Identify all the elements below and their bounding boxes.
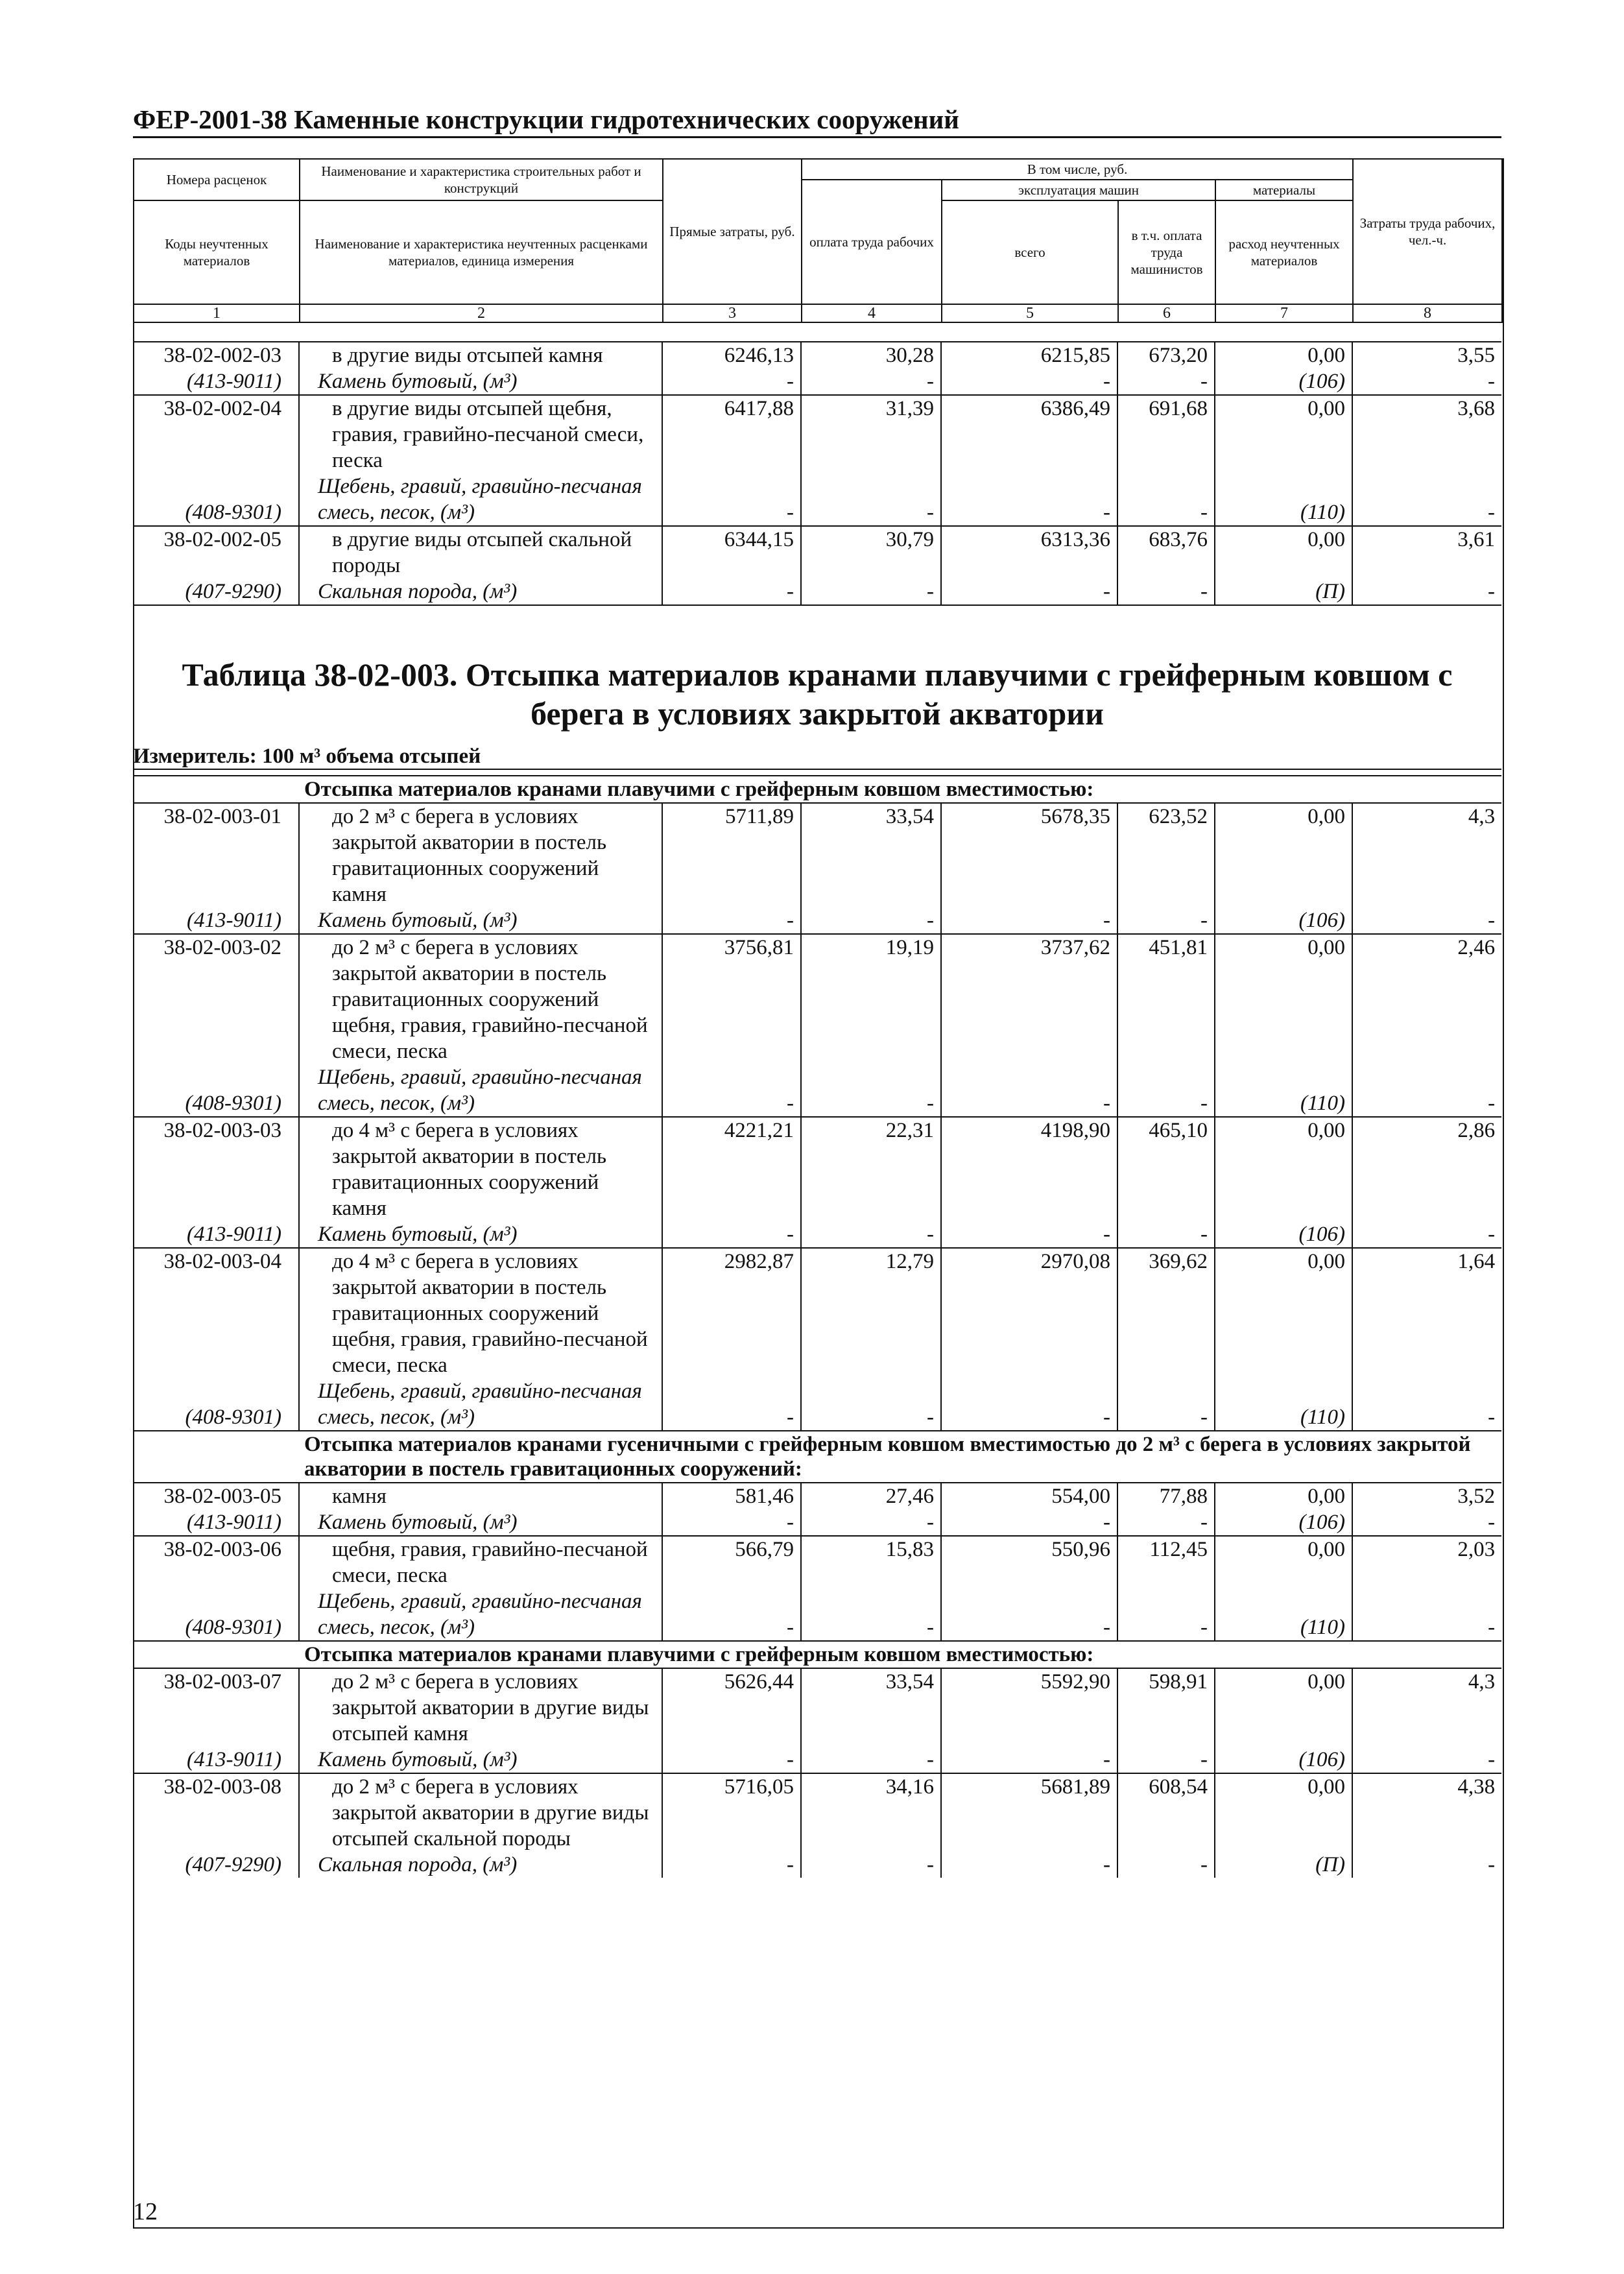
value-col3: 581,46	[662, 1483, 801, 1509]
material-code: (413-9011)	[186, 370, 281, 393]
head-col1-bottom: Коды неучтенных материалов	[134, 200, 300, 304]
value-col5: -	[941, 1509, 1117, 1536]
value-col8: -	[1352, 368, 1501, 395]
value-col3: 4221,21	[662, 1117, 801, 1221]
material-name: Скальная порода, (м³)	[299, 1852, 662, 1878]
material-code: (413-9011)	[186, 909, 281, 932]
value-col6: 451,81	[1117, 934, 1215, 1064]
value-col8: 3,52	[1352, 1483, 1501, 1509]
head-col2-top: Наименование и характеристика строительных работ и конструкций	[300, 159, 663, 200]
value-col7: (110)	[1215, 1588, 1352, 1641]
value-col5: -	[941, 1221, 1117, 1248]
head-col2-bottom: Наименование и характеристика неучтенных расценками материалов, единица измерения	[300, 200, 663, 304]
material-name: Щебень, гравий, гравийно-песчаная смесь, песок, (м³)	[299, 1588, 662, 1641]
rate-code: 38-02-003-03	[133, 1117, 299, 1221]
value-col6: 465,10	[1117, 1117, 1215, 1221]
head-col6: в т.ч. оплата труда машинистов	[1118, 200, 1215, 304]
material-name: Щебень, гравий, гравийно-песчаная смесь, песок, (м³)	[299, 473, 662, 526]
material-name: Щебень, гравий, гравийно-песчаная смесь, песок, (м³)	[299, 1064, 662, 1117]
value-col4: -	[801, 473, 941, 526]
value-col4: -	[801, 907, 941, 934]
value-col8: -	[1352, 1852, 1501, 1878]
work-name: до 2 м³ с берега в условиях закрытой акватории в другие виды отсыпей скальной породы	[299, 1773, 662, 1852]
value-col6: -	[1117, 473, 1215, 526]
page-header: ФЕР-2001-38 Каменные конструкции гидротехнических сооружений	[133, 104, 1501, 138]
value-col3: -	[662, 1509, 801, 1536]
value-col6: -	[1117, 1221, 1215, 1248]
value-col3: -	[662, 907, 801, 934]
rate-code: 38-02-003-08	[133, 1773, 299, 1852]
value-col4: 34,16	[801, 1773, 941, 1852]
value-col4: 15,83	[801, 1536, 941, 1588]
value-col8: -	[1352, 1588, 1501, 1641]
value-col5: -	[941, 907, 1117, 934]
head-num: 1	[134, 304, 300, 322]
value-col8: 2,86	[1352, 1117, 1501, 1221]
value-col7: 0,00	[1215, 1117, 1352, 1221]
value-col6: 112,45	[1117, 1536, 1215, 1588]
value-col4: 33,54	[801, 1668, 941, 1747]
rate-code: 38-02-003-06	[133, 1536, 299, 1588]
work-name: в другие виды отсыпей щебня, гравия, гравийно-песчаной смеси, песка	[299, 395, 662, 473]
value-col8: -	[1352, 1221, 1501, 1248]
head-incl: В том числе, руб.	[802, 159, 1353, 180]
head-col5: всего	[942, 200, 1118, 304]
value-col6: 623,52	[1117, 803, 1215, 907]
value-col5: -	[941, 579, 1117, 605]
material-name: Камень бутовый, (м³)	[299, 1747, 662, 1773]
value-col7: (106)	[1215, 1221, 1352, 1248]
value-col8: -	[1352, 473, 1501, 526]
value-col6: 598,91	[1117, 1668, 1215, 1747]
value-col7: 0,00	[1215, 934, 1352, 1064]
value-col4: -	[801, 1747, 941, 1773]
value-col8: -	[1352, 579, 1501, 605]
value-col7: (106)	[1215, 368, 1352, 395]
page-number: 12	[133, 2198, 158, 2225]
value-col7: 0,00	[1215, 1483, 1352, 1509]
value-col3: -	[662, 368, 801, 395]
value-col5: -	[941, 1747, 1117, 1773]
value-col3: -	[662, 1221, 801, 1248]
material-name: Камень бутовый, (м³)	[299, 907, 662, 934]
value-col3: -	[662, 1852, 801, 1878]
rate-code: 38-02-003-07	[133, 1668, 299, 1747]
value-col7: (П)	[1215, 1852, 1352, 1878]
value-col4: 19,19	[801, 934, 941, 1064]
rate-code: 38-02-002-05	[133, 526, 299, 579]
value-col3: 2982,87	[662, 1248, 801, 1378]
section-heading: Отсыпка материалов кранами плавучими с грейферным ковшом вместимостью:	[133, 776, 1501, 803]
value-col6: -	[1117, 579, 1215, 605]
value-col4: 27,46	[801, 1483, 941, 1509]
value-col8: -	[1352, 1509, 1501, 1536]
value-col4: -	[801, 1221, 941, 1248]
value-col6: 77,88	[1117, 1483, 1215, 1509]
value-col8: 1,64	[1352, 1248, 1501, 1378]
value-col8: 4,38	[1352, 1773, 1501, 1852]
value-col7: (110)	[1215, 1064, 1352, 1117]
work-name: до 2 м³ с берега в условиях закрытой акватории в другие виды отсыпей камня	[299, 1668, 662, 1747]
value-col7: (106)	[1215, 907, 1352, 934]
value-col6: 683,76	[1117, 526, 1215, 579]
head-num: 3	[663, 304, 802, 322]
value-col5: 6313,36	[941, 526, 1117, 579]
work-name: до 2 м³ с берега в условиях закрытой акватории в постель гравитационных сооружений щебня, гравия, гравийно-песчаной смеси, песка	[299, 934, 662, 1064]
value-col5: -	[941, 1064, 1117, 1117]
rate-code: 38-02-003-02	[133, 934, 299, 1064]
head-num: 8	[1353, 304, 1502, 322]
material-name: Камень бутовый, (м³)	[299, 1221, 662, 1248]
value-col3: -	[662, 1588, 801, 1641]
work-name: камня	[299, 1483, 662, 1509]
value-col6: 369,62	[1117, 1248, 1215, 1378]
value-col6: -	[1117, 1064, 1215, 1117]
rates-table-b	[133, 775, 1501, 1878]
value-col5: 4198,90	[941, 1117, 1117, 1221]
work-name: в другие виды отсыпей скальной породы	[299, 526, 662, 579]
value-col6: 691,68	[1117, 395, 1215, 473]
value-col7: (110)	[1215, 473, 1352, 526]
value-col3: 5716,05	[662, 1773, 801, 1852]
table-header	[133, 158, 1503, 323]
value-col8: 2,46	[1352, 934, 1501, 1064]
value-col4: 12,79	[801, 1248, 941, 1378]
rates-table-a	[133, 341, 1501, 608]
value-col5: 6386,49	[941, 395, 1117, 473]
value-col5: 6215,85	[941, 342, 1117, 368]
value-col7: 0,00	[1215, 526, 1352, 579]
head-col4: оплата труда рабочих	[802, 180, 942, 304]
value-col3: -	[662, 473, 801, 526]
value-col5: -	[941, 473, 1117, 526]
value-col6: -	[1117, 1378, 1215, 1431]
material-code: (408-9301)	[185, 1092, 281, 1115]
head-num: 6	[1118, 304, 1215, 322]
value-col8: 2,03	[1352, 1536, 1501, 1588]
measure-unit: Измеритель: 100 м³ объема отсыпей	[133, 745, 1501, 770]
material-code: (408-9301)	[185, 501, 281, 524]
value-col3: 566,79	[662, 1536, 801, 1588]
material-name: Камень бутовый, (м³)	[299, 368, 662, 395]
value-col6: 673,20	[1117, 342, 1215, 368]
value-col4: 30,79	[801, 526, 941, 579]
value-col5: 3737,62	[941, 934, 1117, 1064]
section-heading: Отсыпка материалов кранами плавучими с грейферным ковшом вместимостью:	[133, 1641, 1501, 1668]
value-col3: -	[662, 1378, 801, 1431]
value-col7: 0,00	[1215, 1248, 1352, 1378]
value-col8: 3,61	[1352, 526, 1501, 579]
head-materials: материалы	[1215, 180, 1353, 200]
rate-code: 38-02-003-04	[133, 1248, 299, 1378]
value-col8: -	[1352, 907, 1501, 934]
value-col3: -	[662, 579, 801, 605]
value-col4: -	[801, 1588, 941, 1641]
value-col8: 3,55	[1352, 342, 1501, 368]
work-name: до 2 м³ с берега в условиях закрытой акватории в постель гравитационных сооружений камня	[299, 803, 662, 907]
value-col6: -	[1117, 1509, 1215, 1536]
material-code: (413-9011)	[186, 1748, 281, 1771]
value-col7: 0,00	[1215, 1536, 1352, 1588]
value-col4: 31,39	[801, 395, 941, 473]
material-code: (408-9301)	[185, 1616, 281, 1639]
value-col5: 2970,08	[941, 1248, 1117, 1378]
head-num: 2	[300, 304, 663, 322]
value-col7: (106)	[1215, 1747, 1352, 1773]
value-col8: -	[1352, 1064, 1501, 1117]
value-col3: 3756,81	[662, 934, 801, 1064]
work-name: до 4 м³ с берега в условиях закрытой акватории в постель гравитационных сооружений щебня, гравия, гравийно-песчаной смеси, песка	[299, 1248, 662, 1378]
value-col5: -	[941, 1588, 1117, 1641]
value-col7: 0,00	[1215, 395, 1352, 473]
value-col7: 0,00	[1215, 1668, 1352, 1747]
value-col7: (110)	[1215, 1378, 1352, 1431]
value-col5: -	[941, 368, 1117, 395]
head-num: 5	[942, 304, 1118, 322]
value-col6: -	[1117, 1588, 1215, 1641]
value-col6: 608,54	[1117, 1773, 1215, 1852]
value-col5: 554,00	[941, 1483, 1117, 1509]
material-name: Скальная порода, (м³)	[299, 579, 662, 605]
value-col4: -	[801, 1064, 941, 1117]
material-name: Камень бутовый, (м³)	[299, 1509, 662, 1536]
value-col7: 0,00	[1215, 342, 1352, 368]
value-col4: -	[801, 1852, 941, 1878]
material-code: (413-9011)	[186, 1511, 281, 1534]
value-col4: -	[801, 1509, 941, 1536]
value-col3: 5711,89	[662, 803, 801, 907]
value-col7: 0,00	[1215, 803, 1352, 907]
rate-code: 38-02-002-04	[133, 395, 299, 473]
work-name: до 4 м³ с берега в условиях закрытой акватории в постель гравитационных сооружений камня	[299, 1117, 662, 1221]
rate-code: 38-02-003-01	[133, 803, 299, 907]
value-col5: 5678,35	[941, 803, 1117, 907]
value-col4: 33,54	[801, 803, 941, 907]
value-col4: -	[801, 1378, 941, 1431]
value-col6: -	[1117, 1852, 1215, 1878]
value-col3: -	[662, 1064, 801, 1117]
value-col3: 5626,44	[662, 1668, 801, 1747]
material-code: (413-9011)	[186, 1223, 281, 1246]
value-col4: 30,28	[801, 342, 941, 368]
value-col7: (П)	[1215, 579, 1352, 605]
value-col8: 4,3	[1352, 803, 1501, 907]
value-col3: 6246,13	[662, 342, 801, 368]
value-col8: -	[1352, 1378, 1501, 1431]
value-col6: -	[1117, 1747, 1215, 1773]
value-col3: 6417,88	[662, 395, 801, 473]
value-col3: -	[662, 1747, 801, 1773]
work-name: в другие виды отсыпей камня	[299, 342, 662, 368]
value-col3: 6344,15	[662, 526, 801, 579]
rate-code: 38-02-002-03	[133, 342, 299, 368]
value-col5: 5592,90	[941, 1668, 1117, 1747]
head-num: 4	[802, 304, 942, 322]
material-code: (407-9290)	[185, 580, 281, 603]
material-code: (408-9301)	[185, 1406, 281, 1429]
value-col4: -	[801, 368, 941, 395]
table-title: Таблица 38-02-003. Отсыпка материалов кранами плавучими с грейферным ковшом с берега в условиях закрытой акватории	[182, 656, 1453, 732]
value-col7: 0,00	[1215, 1773, 1352, 1852]
material-name: Щебень, гравий, гравийно-песчаная смесь, песок, (м³)	[299, 1378, 662, 1431]
head-col1-top: Номера расценок	[134, 159, 300, 200]
value-col5: -	[941, 1852, 1117, 1878]
value-col4: -	[801, 579, 941, 605]
value-col8: -	[1352, 1747, 1501, 1773]
value-col8: 4,3	[1352, 1668, 1501, 1747]
value-col6: -	[1117, 907, 1215, 934]
section-heading: Отсыпка материалов кранами гусеничными с грейферным ковшом вместимостью до 2 м³ с берега в условиях закрытой акватории в постель гравитационных сооружений:	[133, 1431, 1501, 1483]
value-col4: 22,31	[801, 1117, 941, 1221]
value-col7: (106)	[1215, 1509, 1352, 1536]
value-col6: -	[1117, 368, 1215, 395]
rate-code: 38-02-003-05	[133, 1483, 299, 1509]
material-code: (407-9290)	[185, 1853, 281, 1876]
work-name: щебня, гравия, гравийно-песчаной смеси, песка	[299, 1536, 662, 1588]
head-col8: Затраты труда рабочих, чел.-ч.	[1353, 159, 1502, 304]
head-num: 7	[1215, 304, 1353, 322]
head-machines: эксплуатация машин	[942, 180, 1215, 200]
value-col5: 5681,89	[941, 1773, 1117, 1852]
value-col5: -	[941, 1378, 1117, 1431]
head-col7: расход неучтенных материалов	[1215, 200, 1353, 304]
head-col3: Прямые затраты, руб.	[663, 159, 802, 304]
value-col5: 550,96	[941, 1536, 1117, 1588]
value-col8: 3,68	[1352, 395, 1501, 473]
